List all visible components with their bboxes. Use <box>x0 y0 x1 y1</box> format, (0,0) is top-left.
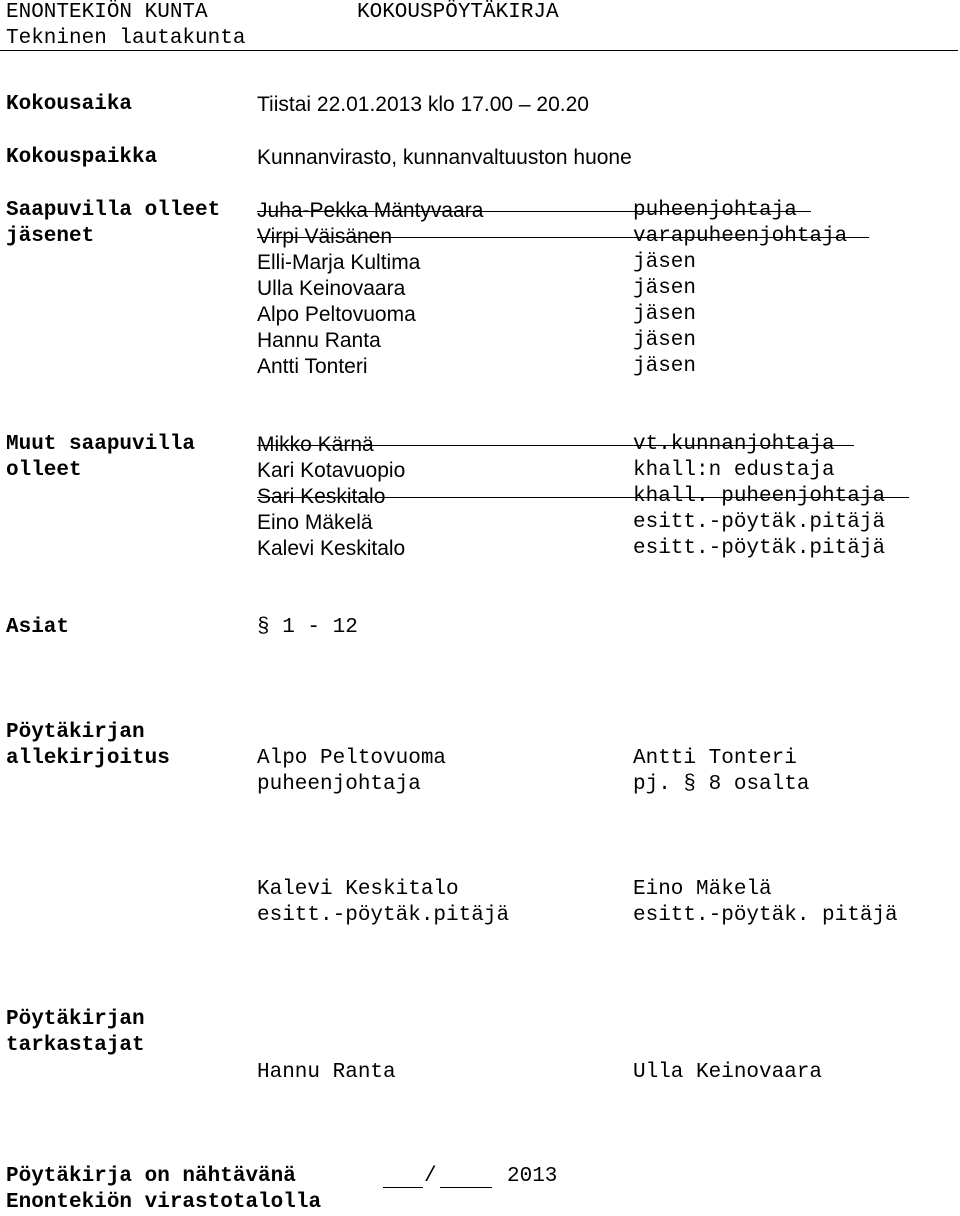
member-role: jäsen <box>633 277 697 300</box>
public-label-line2: Enontekiön virastotalolla <box>6 1191 322 1214</box>
strikethrough-line <box>257 211 811 212</box>
member-name: Alpo Peltovuoma <box>257 303 416 326</box>
members-label-line2: jäsenet <box>6 225 95 248</box>
meeting-time-label: Kokousaika <box>6 93 133 116</box>
header-divider <box>0 50 958 51</box>
cosigner-name: Antti Tonteri <box>633 747 797 770</box>
others-label-line2: olleet <box>6 459 82 482</box>
reviewer-name: Hannu Ranta <box>257 1061 396 1084</box>
member-role: varapuheenjohtaja <box>633 225 848 248</box>
member-name: Hannu Ranta <box>257 329 381 352</box>
board-name: Tekninen lautakunta <box>6 27 246 50</box>
signature-label-line2: allekirjoitus <box>6 747 170 770</box>
member-name: Antti Tonteri <box>257 355 368 378</box>
member-role: jäsen <box>633 251 697 274</box>
reviewers-label-line2: tarkastajat <box>6 1034 145 1057</box>
member-role: jäsen <box>633 303 697 326</box>
others-label-line1: Muut saapuvilla <box>6 433 196 456</box>
meeting-time-value: Tiistai 22.01.2013 klo 17.00 – 20.20 <box>257 93 589 116</box>
signature-label-line1: Pöytäkirjan <box>6 721 145 744</box>
strikethrough-line <box>257 497 909 498</box>
section-sign: § <box>257 616 270 639</box>
attendee-role: esitt.-pöytäk.pitäjä <box>633 537 886 560</box>
secretary-role: esitt.-pöytäk.pitäjä <box>257 904 510 927</box>
document-type: KOKOUSPÖYTÄKIRJA <box>357 1 559 24</box>
reviewers-label-line1: Pöytäkirjan <box>6 1008 145 1031</box>
section-sign: § <box>683 773 697 796</box>
date-blank-month[interactable] <box>440 1187 492 1188</box>
member-name: Ulla Keinovaara <box>257 277 406 300</box>
attendee-role: esitt.-pöytäk.pitäjä <box>633 511 886 534</box>
attendee-name: Eino Mäkelä <box>257 511 373 534</box>
chair-role: puheenjohtaja <box>257 773 421 796</box>
date-year: 2013 <box>507 1165 558 1188</box>
attendee-name: Kari Kotavuopio <box>257 459 406 482</box>
municipality-name: ENONTEKIÖN KUNTA <box>6 1 208 24</box>
cosigner-role: pj. § 8 osalta <box>633 773 810 796</box>
strikethrough-line <box>257 445 854 446</box>
member-name: Juha-Pekka Mäntyvaara <box>257 199 484 222</box>
date-separator: / <box>424 1165 437 1188</box>
attendee-role: khall. puheenjohtaja <box>633 485 886 508</box>
secretary2-role: esitt.-pöytäk. pitäjä <box>633 904 898 927</box>
reviewer-name: Ulla Keinovaara <box>633 1061 823 1084</box>
items-label: Asiat <box>6 616 70 639</box>
secretary2-name: Eino Mäkelä <box>633 878 772 901</box>
member-name: Elli-Marja Kultima <box>257 251 421 274</box>
public-label-line1: Pöytäkirja on nähtävänä <box>6 1165 296 1188</box>
member-role: jäsen <box>633 329 697 352</box>
member-role: jäsen <box>633 355 697 378</box>
secretary-name: Kalevi Keskitalo <box>257 878 459 901</box>
attendee-name: Sari Keskitalo <box>257 485 386 508</box>
date-blank-day[interactable] <box>383 1187 423 1188</box>
meeting-place-label: Kokouspaikka <box>6 146 158 169</box>
items-range: § 1 - 12 <box>257 616 358 639</box>
member-role: puheenjohtaja <box>633 199 797 222</box>
meeting-place-value: Kunnanvirasto, kunnanvaltuuston huone <box>257 146 632 169</box>
strikethrough-line <box>257 237 869 238</box>
attendee-role: khall:n edustaja <box>633 459 835 482</box>
members-label-line1: Saapuvilla olleet <box>6 199 221 222</box>
chair-name: Alpo Peltovuoma <box>257 747 447 770</box>
attendee-name: Kalevi Keskitalo <box>257 537 406 560</box>
attendee-name: Mikko Kärnä <box>257 433 374 456</box>
attendee-role: vt.kunnanjohtaja <box>633 433 835 456</box>
member-name: Virpi Väisänen <box>257 225 393 248</box>
